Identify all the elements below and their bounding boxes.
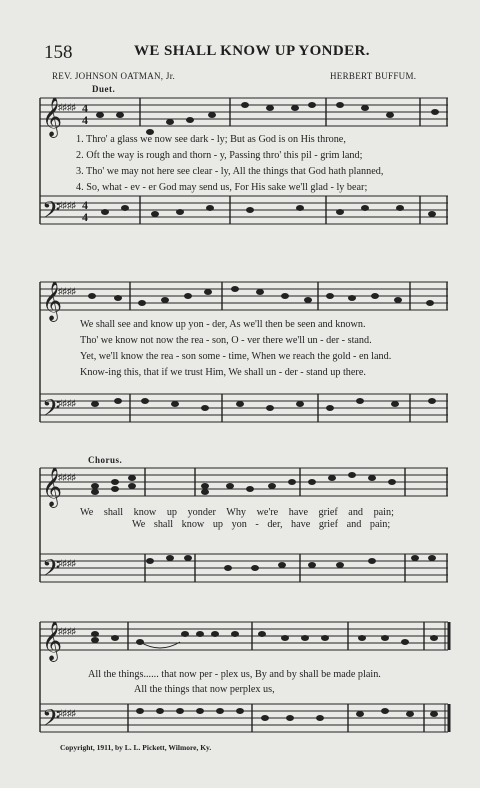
hymn-title: WE SHALL KNOW UP YONDER. — [134, 43, 370, 59]
svg-text:4: 4 — [82, 101, 88, 115]
system-3-staff — [0, 456, 480, 606]
composer-credit: HERBERT BUFFUM. — [330, 71, 417, 81]
svg-text:♯♯♯♯: ♯♯♯♯ — [58, 102, 76, 112]
svg-text:𝄞: 𝄞 — [42, 99, 63, 136]
svg-text:♯♯♯♯: ♯♯♯♯ — [58, 472, 76, 482]
verse-4-line-b: Know-ing this, that if we trust Him, We shall un - der - stand up there. — [80, 367, 366, 378]
svg-text:♯♯♯♯: ♯♯♯♯ — [58, 286, 76, 296]
verse-2-line-a: 2. Oft the way is rough and thorn - y, Passing thro' this pil - grim land; — [76, 150, 363, 161]
svg-text:4: 4 — [82, 198, 88, 212]
verse-4-line-a: 4. So, what - ev - er God may send us, For His sake we'll glad - ly bear; — [76, 182, 368, 193]
chorus-treble-line-2: All the things...... that now per - plex us, By and by shall be made plain. — [88, 669, 381, 680]
verse-1-line-a: 1. Thro' a glass we now see dark - ly; But as God is on His throne, — [76, 134, 346, 145]
svg-text:♯♯♯♯: ♯♯♯♯ — [58, 398, 76, 408]
copyright-notice: Copyright, 1911, by L. L. Pickett, Wilmore, Ky. — [60, 743, 212, 752]
lyricist-credit: REV. JOHNSON OATMAN, Jr. — [52, 71, 176, 81]
svg-text:𝄞: 𝄞 — [42, 283, 63, 320]
svg-text:𝄞: 𝄞 — [42, 623, 63, 660]
system-1-staff — [0, 90, 480, 240]
verse-3-line-a: 3. Tho' we may not here see clear - ly, All the things that God hath planned, — [76, 166, 384, 177]
svg-text:♯♯♯♯: ♯♯♯♯ — [58, 558, 76, 568]
svg-text:𝄞: 𝄞 — [42, 469, 63, 506]
verse-1-line-b: We shall see and know up yon - der, As we'll then be seen and known. — [80, 319, 366, 330]
verse-3-line-b: Yet, we'll know the rea - son some - time, When we reach the gold - en land. — [80, 351, 392, 362]
svg-text:♯♯♯♯: ♯♯♯♯ — [58, 708, 76, 718]
chorus-bass-line-1: We shall know up yon - der, have grief and pain; — [132, 519, 391, 530]
chorus-label: Chorus. — [88, 455, 123, 465]
svg-text:♯♯♯♯: ♯♯♯♯ — [58, 626, 76, 636]
chorus-bass-line-2: All the things that now perplex us, — [134, 684, 275, 695]
duet-label: Duet. — [92, 84, 116, 94]
svg-text:4: 4 — [82, 113, 88, 127]
svg-text:𝄢: 𝄢 — [42, 396, 61, 426]
svg-text:𝄢: 𝄢 — [42, 706, 61, 737]
verse-2-line-b: Tho' we know not now the rea - son, O - ver there we'll un - der - stand. — [80, 335, 372, 346]
svg-text:4: 4 — [82, 210, 88, 224]
svg-text:𝄢: 𝄢 — [42, 556, 61, 587]
chorus-treble-line-1: We shall know up yonder Why we're have grief and pain; — [80, 507, 394, 518]
page-number: 158 — [44, 42, 73, 63]
svg-text:𝄢: 𝄢 — [42, 198, 61, 229]
svg-text:♯♯♯♯: ♯♯♯♯ — [58, 200, 76, 210]
